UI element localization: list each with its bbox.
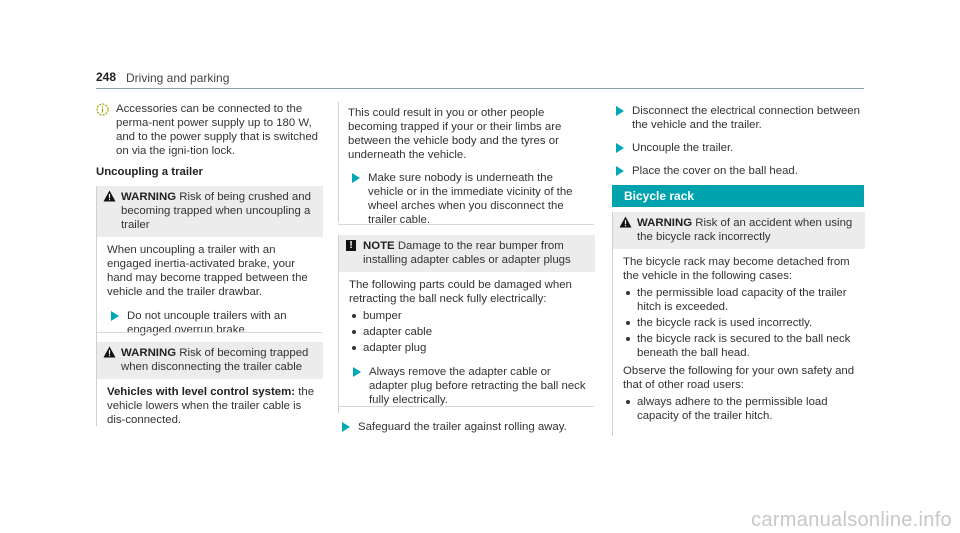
section-heading-uncoupling: Uncoupling a trailer [96, 166, 203, 178]
steps-uncouple [612, 96, 864, 178]
list-item: always adhere to the permissible load capacity of the trailer hitch. [623, 395, 859, 423]
warning-icon [103, 190, 116, 202]
warning-list [623, 286, 859, 360]
page-header-title: Driving and parking [126, 71, 230, 85]
note-box-bumper [338, 235, 595, 413]
warning-header [97, 186, 323, 237]
box-bottom-rule [338, 406, 594, 407]
list-item: bumper [349, 309, 589, 323]
note-title: Damage to the rear bumper from installing adapter cables or adapter plugs [363, 240, 571, 266]
step-arrow-icon [616, 166, 624, 176]
step-item [349, 365, 589, 407]
step-arrow-icon [111, 311, 119, 321]
step-item [338, 420, 594, 434]
box-bottom-rule [96, 332, 322, 333]
step-arrow-icon [616, 143, 624, 153]
warning-icon [103, 346, 116, 358]
step-text: Place the cover on the ball head. [632, 165, 798, 177]
warning-label: WARNING [121, 347, 177, 359]
step-arrow-icon [342, 422, 350, 432]
warning-box-bicycle-rack [612, 212, 865, 436]
warning-title: Risk of an accident when using the bicycle rack incorrectly [637, 217, 853, 243]
warning-body-bold: Vehicles with level control system: [107, 386, 296, 398]
list-item: adapter cable [349, 325, 589, 339]
warning-continuation-rule [338, 102, 339, 222]
warning-label: WARNING [637, 217, 693, 229]
note-label: NOTE [363, 240, 395, 252]
list-item: the bicycle rack is secured to the ball neck beneath the ball head. [623, 332, 859, 360]
header-rule [96, 88, 864, 89]
warning-header [97, 342, 323, 379]
list-item: adapter plug [349, 341, 589, 355]
step-text: Always remove the adapter cable or adapter plug before retracting the ball neck fully electrically. [369, 366, 586, 406]
step-arrow-icon [353, 367, 361, 377]
page-number: 248 [96, 70, 117, 84]
step-text: Safeguard the trailer against rolling away. [358, 421, 567, 433]
section-title-bicycle-rack: Bicycle rack [612, 185, 864, 207]
info-note-text: Accessories can be connected to the perma-nent power supply up to 180 W, and to the power supply that is switched on via the igni-tion lock. [116, 103, 318, 157]
list-item: the bicycle rack is used incorrectly. [623, 316, 859, 330]
step-item [612, 104, 864, 132]
step-arrow-icon [616, 106, 624, 116]
warning-title: Risk of becoming trapped when disconnecting the trailer cable [121, 347, 309, 373]
warning-body [107, 385, 317, 427]
step-text: Do not uncouple trailers with an engaged overrun brake. [127, 310, 287, 336]
step-text: Make sure nobody is underneath the vehicle or in the immediate vicinity of the wheel arches when you disconnect the trailer cable. [368, 172, 573, 226]
warning-box-trapped [96, 342, 323, 426]
step-text: Uncouple the trailer. [632, 142, 734, 154]
warning-body-rest: the vehicle lowers when the trailer cable is dis-connected. [107, 386, 315, 426]
warning-icon [619, 216, 632, 228]
step-safeguard [338, 412, 594, 434]
watermark: carmanualsonline.info [751, 509, 952, 531]
step-item [612, 141, 864, 155]
step-text: Disconnect the electrical connection between the vehicle and the trailer. [632, 105, 860, 131]
notice-icon: ! [346, 240, 356, 251]
step-arrow-icon [352, 173, 360, 183]
list-item: the permissible load capacity of the trailer hitch is exceeded. [623, 286, 859, 314]
warning-body: The bicycle rack may become detached from the vehicle in the following cases: [623, 256, 850, 282]
warning-continuation [348, 106, 584, 227]
warning-box-crush [96, 186, 323, 343]
warning-label: WARNING [121, 191, 177, 203]
note-body: The following parts could be damaged when retracting the ball neck fully electrically: [349, 279, 572, 305]
warning-title: Risk of being crushed and becoming trapped when uncoupling a trailer [121, 191, 311, 231]
step-item [348, 171, 584, 227]
note-header [339, 235, 595, 272]
warning-header [613, 212, 865, 249]
warning-body: When uncoupling a trailer with an engaged inertia-activated brake, your hand may become trapped between the vehicle and the trailer drawbar. [107, 244, 308, 298]
info-icon [96, 103, 109, 116]
step-item [612, 164, 864, 178]
warning-list-2 [623, 395, 859, 423]
box-bottom-rule [338, 224, 594, 225]
warning-body-2: Observe the following for your own safety and that of other road users: [623, 365, 855, 391]
info-note [96, 102, 324, 158]
note-list [349, 309, 589, 355]
warning-continuation-text: This could result in you or other people becoming trapped if your or their limbs are between the vehicle body and the tyres or underneath the vehicle. [348, 107, 562, 161]
